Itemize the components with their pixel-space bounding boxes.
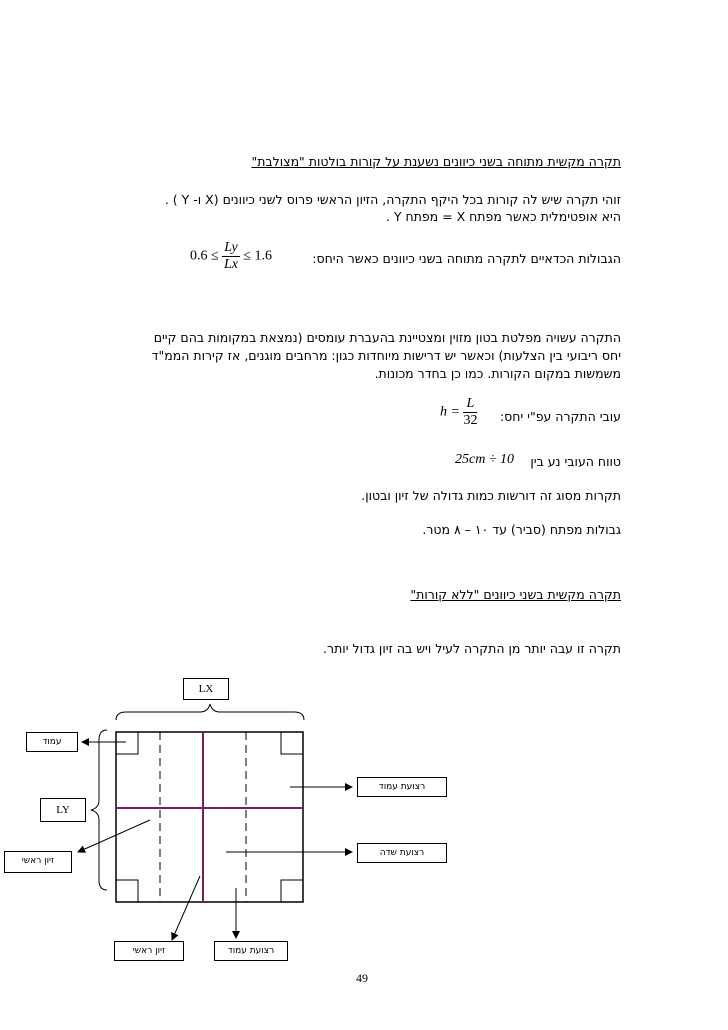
label-field-strip: רצועת שדה bbox=[379, 848, 425, 858]
page-number: 49 bbox=[356, 971, 368, 985]
ly-brace bbox=[91, 730, 107, 890]
ratio-numerator: Ly bbox=[224, 240, 238, 255]
ratio-left: 0.6 ≤ bbox=[190, 248, 219, 264]
limits-text: הגבולות הכדאיים לתקרה מתוחה בשני כיוונים כאשר היחס: bbox=[312, 251, 621, 266]
column-bottom-right bbox=[281, 880, 303, 902]
thickness-lhs: h = bbox=[440, 404, 460, 420]
para-line2: יחס ריבועי בין הצלעות) וכאשר יש דרישות מיוחדות כגון: מרחבים מוגנים, אז קירות הממ"ד bbox=[151, 348, 621, 363]
column-bottom-left bbox=[116, 880, 138, 902]
arrow-to-main-rebar bbox=[78, 820, 150, 852]
label-main-rebar-bottom-box bbox=[114, 941, 184, 961]
label-main-rebar-box bbox=[4, 851, 72, 873]
slab-outline bbox=[116, 732, 303, 902]
note2: גבולות מפתח (סביר) עד ١٠ – ٨ מטר. bbox=[422, 522, 621, 537]
para-line3: משמשות במקום הקורות. כמו כן בחדר מכונות. bbox=[374, 366, 621, 381]
label-column-strip: רצועת עמוד bbox=[378, 782, 426, 792]
label-column: עמוד bbox=[42, 737, 62, 747]
label-column-strip-bottom: רצועת עמוד bbox=[227, 946, 275, 956]
range-text: טווח העובי נע בין bbox=[530, 454, 621, 469]
column-top-left bbox=[116, 732, 138, 754]
section2-line1: תקרה זו עבה יותר מן התקרה לעיל ויש בה זיון גדול יותר. bbox=[323, 641, 621, 656]
thickness-text: עובי התקרה עפ"י יחס: bbox=[499, 409, 621, 424]
ratio-right: ≤ 1.6 bbox=[243, 248, 272, 264]
label-column-strip-bottom-box bbox=[214, 941, 288, 961]
ly-label: LY bbox=[40, 798, 86, 822]
thickness-denominator: 32 bbox=[463, 413, 478, 428]
section1-line2: היא אופטימלית כאשר מפתח X = מפתח Y . bbox=[385, 209, 621, 224]
note1: תקרות מסוג זה דורשות כמות גדולה של זיון ובטון. bbox=[361, 488, 621, 503]
label-main-rebar: זיון ראשי bbox=[21, 856, 55, 866]
column-top-right bbox=[281, 732, 303, 754]
label-column-strip-box bbox=[357, 777, 447, 797]
ratio-denominator: Lx bbox=[223, 257, 238, 272]
label-main-rebar-bottom: זיון ראשי bbox=[132, 946, 166, 956]
thickness-numerator: L bbox=[463, 396, 477, 413]
para-line1: התקרה עשויה מפלטת בטון מזוין ומצטיינת בהעברת עומסים (נמצאת במקומות בהם קיים bbox=[153, 330, 621, 345]
section2-title: תקרה מקשית בשני כיוונים "ללא קורות" bbox=[410, 587, 621, 602]
lx-brace bbox=[116, 704, 304, 720]
arrow-to-main-rebar-bottom bbox=[172, 876, 200, 940]
range-formula: 25cm ÷ 10 bbox=[455, 452, 515, 467]
section1-line1: זוהי תקרה שיש לה קורות בכל היקף התקרה, הזיון הראשי פרוס לשני כיוונים (X ו- Y ) . bbox=[164, 192, 621, 207]
lx-label: LX bbox=[183, 678, 229, 700]
label-column-box bbox=[26, 732, 78, 752]
label-field-strip-box bbox=[357, 843, 447, 863]
section1-title: תקרה מקשית מתוחה בשני כיוונים נשענת על קורות בולטות "מצולבת" bbox=[251, 154, 621, 169]
